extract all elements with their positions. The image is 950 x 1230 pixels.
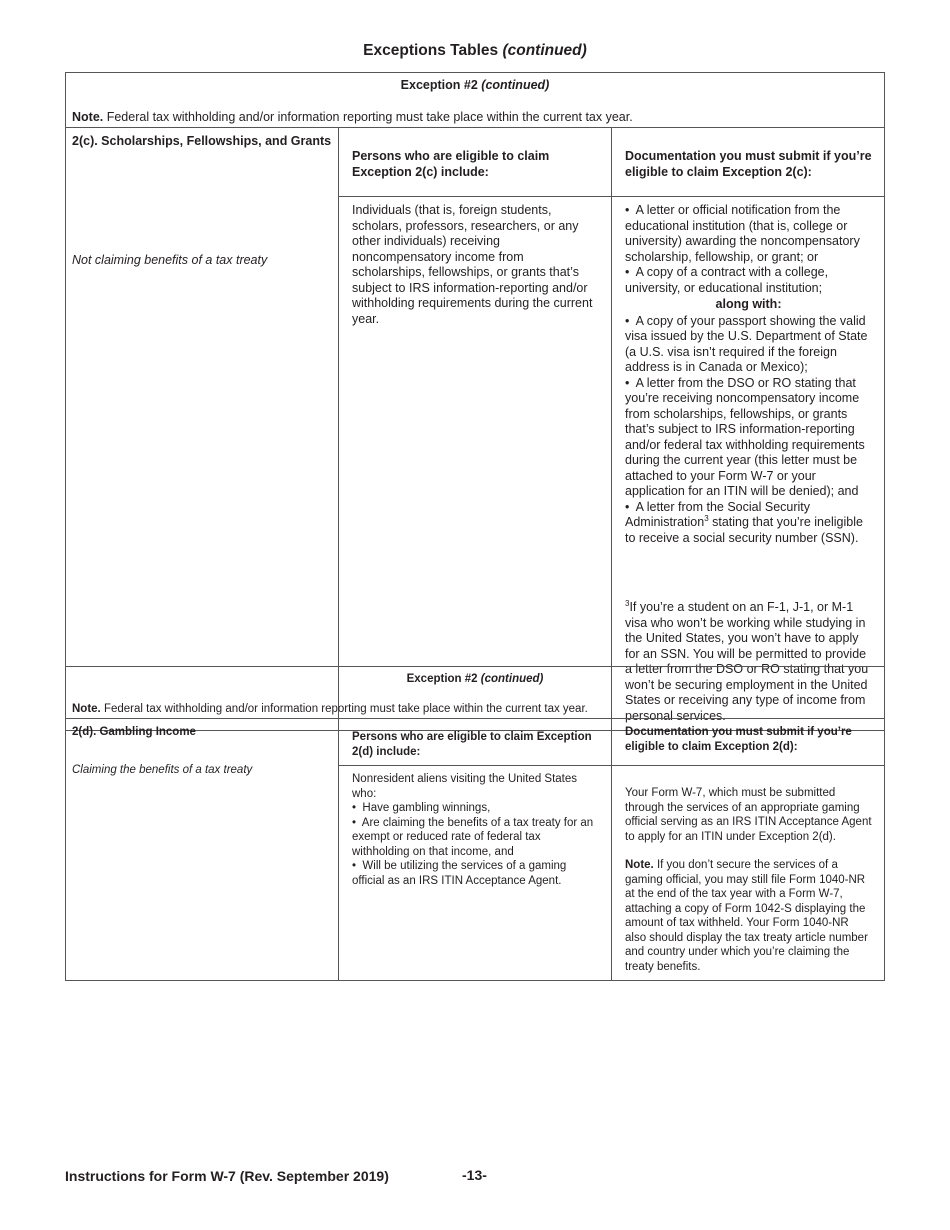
- doc-bullet: • A letter from the DSO or RO stating that you’re receiving noncompensatory income from scholarships, fellowships, or grants that’s subject to IRS information-reporting and/or federal tax withholding requirements during the current year (this letter must be attached to your Form W-7 or your application for an ITIN will be denied); and: [625, 375, 865, 498]
- footnote: $^3$If you’re a student on an F-1, J-1, or M-1 visa who won’t be working while studying in the United States, you won’t have to apply for an SSN. You will be permitted to provide a letter from the DSO or RO stating that you won’t be securing employment in the United States or receiving any type of income from personal services.: [625, 598, 869, 723]
- page-number: -13-: [462, 1167, 487, 1183]
- doc-bullet: • A copy of your passport showing the valid visa issued by the U.S. Department of State (a U.S. visa isn’t required if the foreign address is in Canada or Mexico);: [625, 313, 868, 374]
- table-header-cell: [66, 667, 885, 719]
- doc-bullet: • A letter from the Social Security Administration$^3$ stating that you’re ineligible to receive a social security number (SSN).: [625, 499, 863, 545]
- page-title: Exceptions Tables (continued): [363, 42, 587, 59]
- eligible-cell: [339, 766, 612, 981]
- documentation-heading: Documentation you must submit if you’re eligible to claim Exception 2(d):: [612, 719, 885, 766]
- exception-2c-table: [65, 72, 885, 731]
- table-note: Note. Federal tax withholding and/or information reporting must take place within the current tax year.: [72, 703, 588, 715]
- doc-text: Your Form W-7, which must be submitted through the services of an appropriate gaming official serving as an IRS ITIN Acceptance Agent to apply for an ITIN under Exception 2(d).: [625, 787, 872, 843]
- eligible-bullet: • Are claiming the benefits of a tax treaty for an exempt or reduced rate of federal tax withholding on that income, and: [352, 816, 594, 858]
- category-label: 2(d). Gambling Income: [72, 726, 196, 738]
- eligible-heading: Persons who are eligible to claim Exception 2(d) include:: [339, 719, 612, 766]
- along-with-label: along with:: [715, 297, 782, 311]
- documentation-cell: [612, 766, 885, 981]
- eligible-intro: Nonresident aliens visiting the United States who:: [352, 773, 578, 800]
- subcategory-label: Not claiming benefits of a tax treaty: [72, 252, 268, 267]
- subcategory-label: Claiming the benefits of a tax treaty: [72, 763, 253, 776]
- category-cell: [66, 719, 339, 981]
- documentation-heading: Documentation you must submit if you’re eligible to claim Exception 2(c):: [612, 128, 885, 197]
- eligible-heading: Persons who are eligible to claim Exception 2(c) include:: [339, 128, 612, 197]
- footer-form-title: Instructions for Form W-7 (Rev. September 2019): [65, 1168, 389, 1184]
- doc-bullet: • A letter or official notification from the educational institution (that is, college or university) awarding the noncompensatory scholarship, fellowship, or grant; or: [625, 203, 860, 264]
- category-label: 2(c). Scholarships, Fellowships, and Grants: [72, 134, 332, 148]
- eligible-bullet: • Will be utilizing the services of a gaming official as an IRS ITIN Acceptance Agent.: [352, 860, 567, 887]
- table-header: Exception #2 (continued): [400, 78, 550, 92]
- table-header-cell: [66, 73, 885, 128]
- doc-bullet: • A copy of a contract with a college, university, or educational institution;: [625, 265, 829, 295]
- table-note: Note. Federal tax withholding and/or information reporting must take place within the current tax year.: [72, 110, 633, 124]
- category-cell: [66, 128, 339, 731]
- documentation-cell: [612, 197, 885, 731]
- table-header: Exception #2 (continued): [406, 673, 544, 685]
- eligible-text: Individuals (that is, foreign students, scholars, professors, researchers, or any other individuals) receiving noncompensatory income from scholarships, fellowships, or grants that’s subject to IRS information-reporting and/or withholding requirements during the current year.: [339, 197, 612, 731]
- eligible-bullet: • Have gambling winnings,: [352, 802, 491, 814]
- doc-note: Note. If you don’t secure the services of a gaming official, you may still file Form 1040-NR at the end of the tax year with a Form W-7, attaching a copy of Form 1042-S displaying the amount of tax withheld. Your Form 1040-NR also should display the tax treaty article number and country under which you’re claiming the treaty benefits.: [625, 859, 868, 973]
- exception-2d-table: [65, 666, 885, 981]
